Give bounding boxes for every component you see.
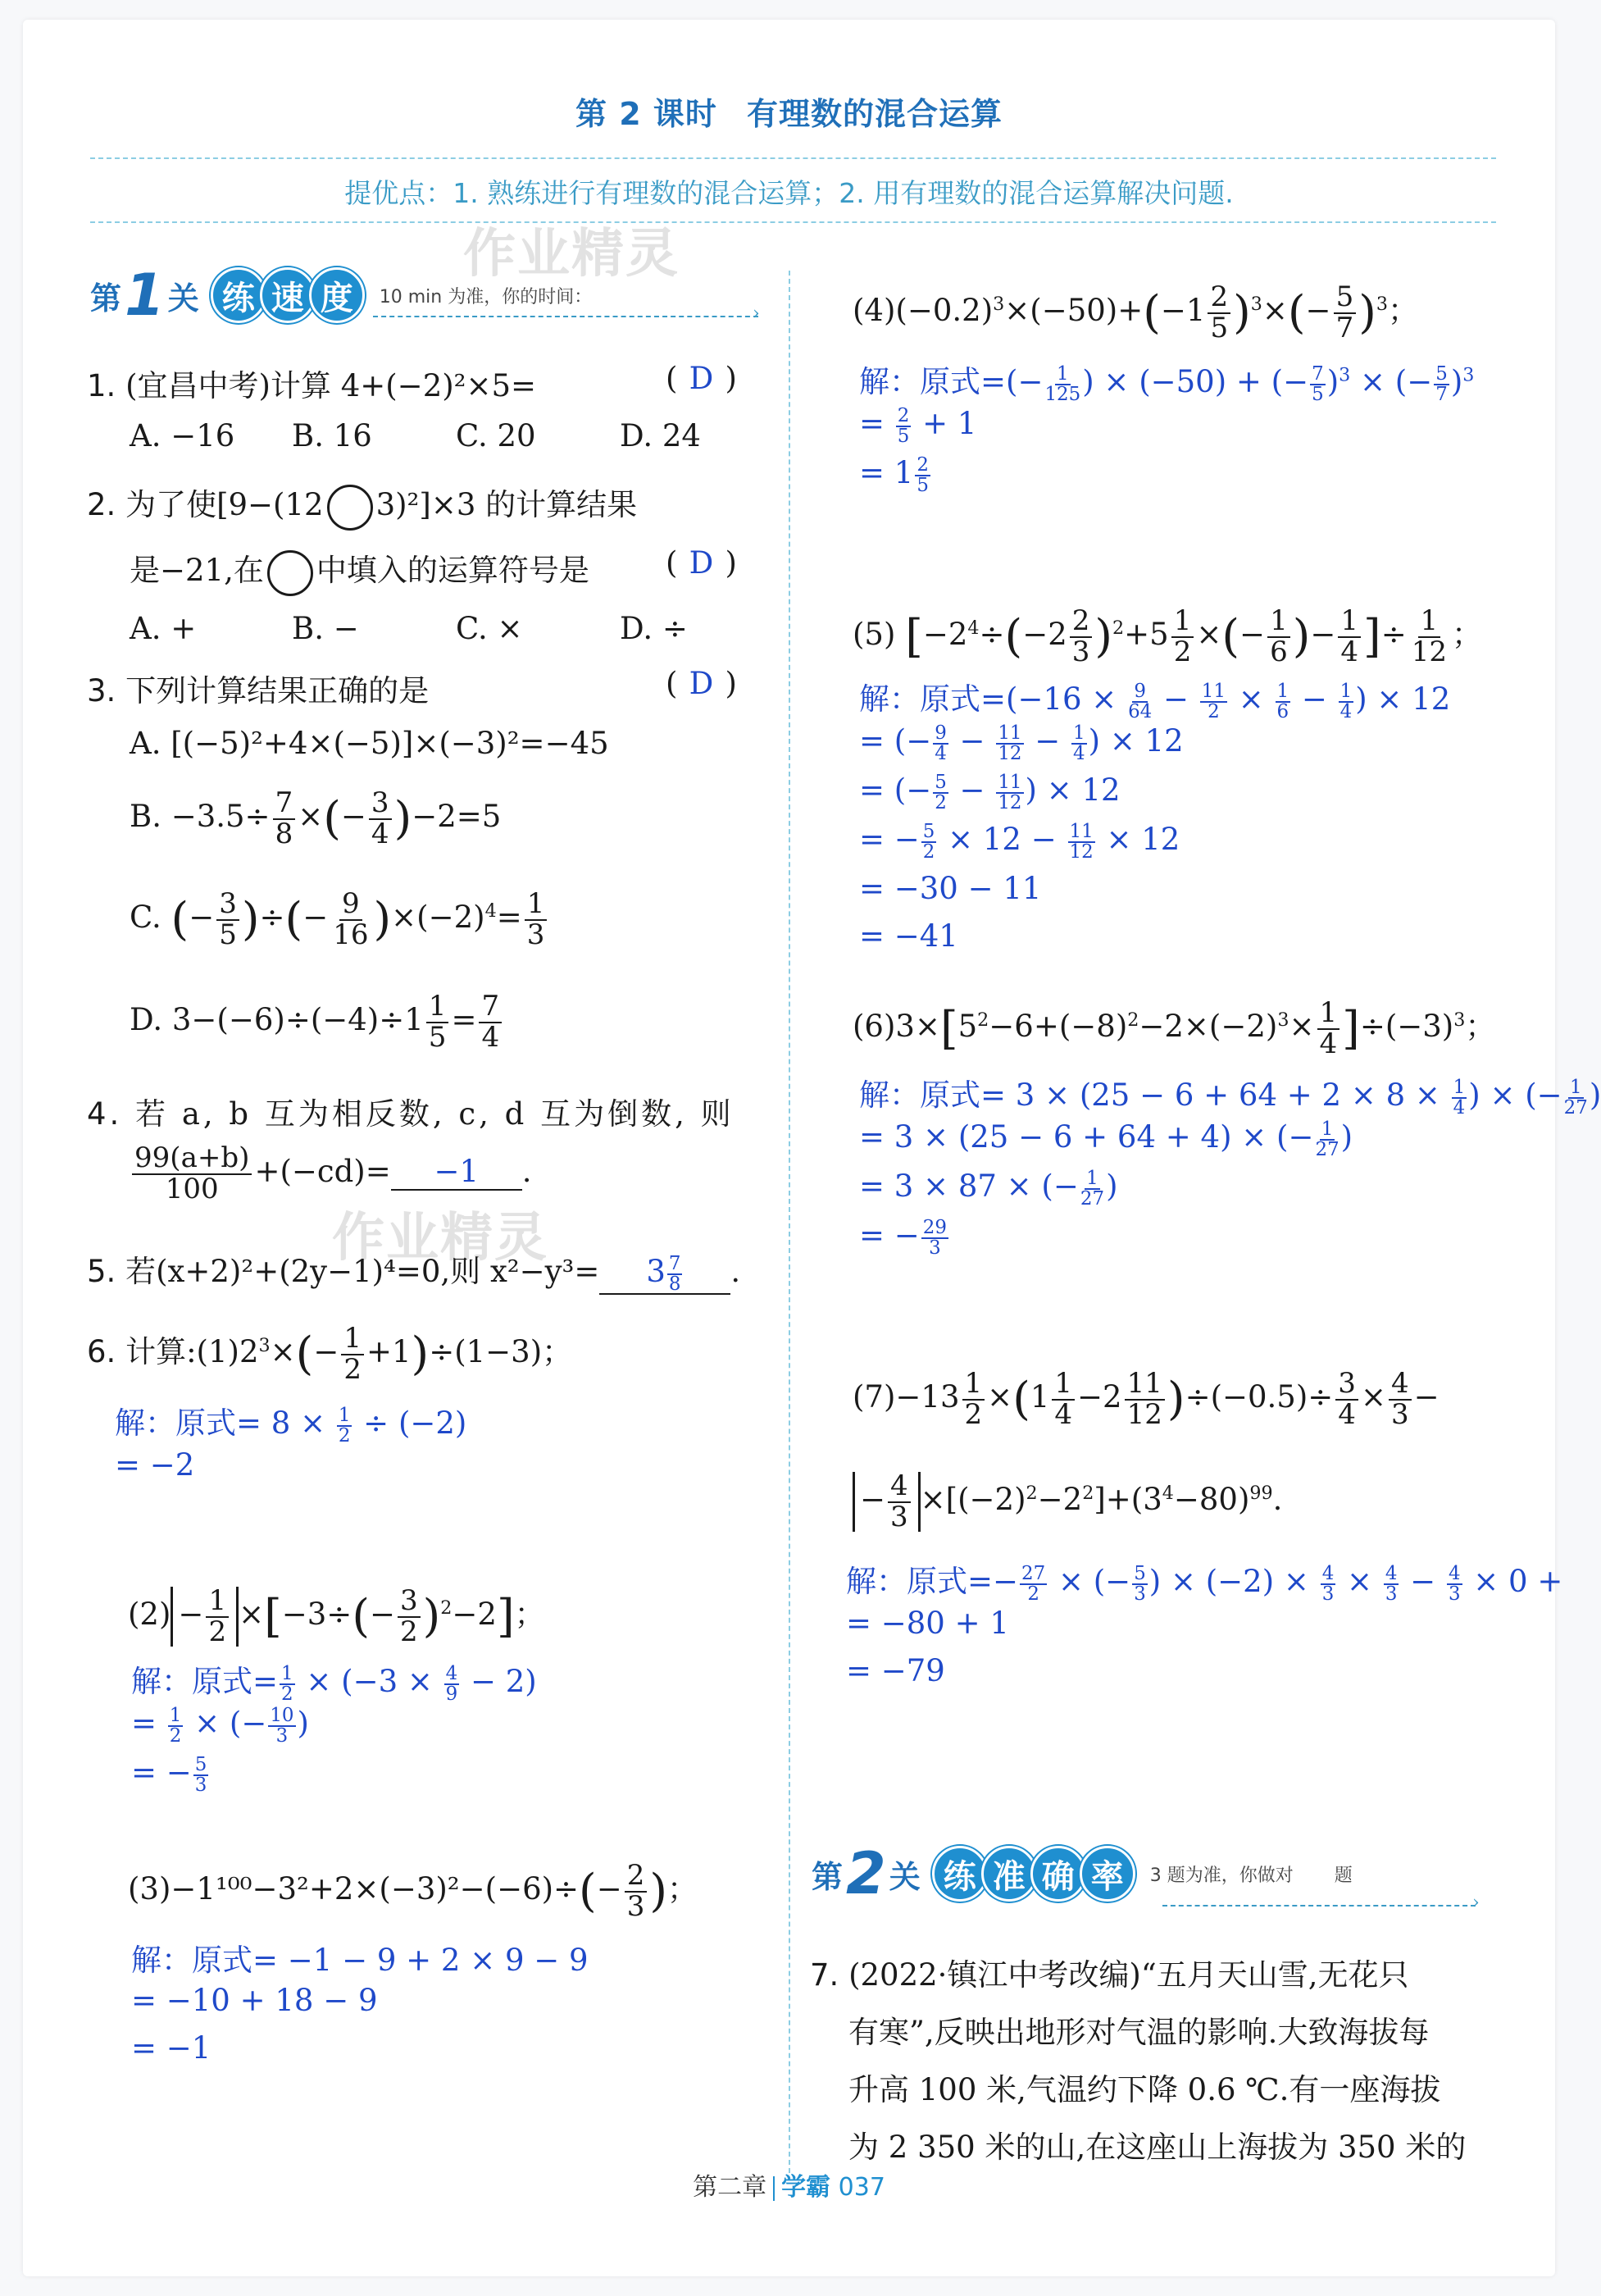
q6-part-6: $(6)3\times[5^2-6+(-8)^2-2\times(-2)^3\times$ $\frac{1}{4}$ ]$\div(-3)^3$； xyxy=(853,996,1496,1060)
q6-2-solution-line3: = − $\frac{5}{3}$ xyxy=(131,1753,207,1796)
q6-5-solution-line2: = (− $\frac{9}{4}$ − $\frac{11}{12}$ − $\frac{1}{4}$ ) × 12 xyxy=(859,722,1184,764)
question-7-line2: 有寒”,反映出地形对气温的影响.大致海拔每 xyxy=(848,2015,1430,2050)
q6-part-2: (2) − $\frac{1}{2}$ ×[−3÷(− $\frac{3}{2}$ )$^2$−2]； xyxy=(128,1584,545,1648)
q1-answer: ( D ) xyxy=(666,361,737,396)
q6-5-solution-line6: = −41 xyxy=(859,918,958,954)
q1-option-b: B. 16 xyxy=(292,418,372,453)
q3-option-c: C. (− $\frac{3}{5}$ )÷(− $\frac{9}{16}$ )$\times(-2)^4=$ $\frac{1}{3}$ xyxy=(130,890,549,950)
blank-circle xyxy=(327,485,373,531)
question-1: 1. (宜昌中考)计算 4+(−2)²×5= xyxy=(87,368,537,403)
page-footer: 第二章 学霸 037 xyxy=(693,2173,885,2202)
level-1-header: 第 1 关 练 速 度 10 min 为准，你的时间： xyxy=(90,262,593,329)
q3-option-b: B. −3.5÷ $\frac{7}{8}$ ×(− $\frac{3}{4}$ )−2=5 xyxy=(130,786,502,850)
lesson-title: 第 2 课时 有理数的混合运算 xyxy=(575,96,1003,132)
question-6: 6. 计算$:(1)2^3\times(-$ $\frac{1}{2}$ +1)÷(1−3)； xyxy=(87,1322,573,1386)
q6-1-solution-line2: = −2 xyxy=(115,1447,195,1483)
q2-option-d: D. ÷ xyxy=(620,611,688,646)
q6-3-solution-line2: = −10 + 18 − 9 xyxy=(131,1983,378,2018)
q6-part-7: (7)−13 $\frac{1}{2}$ ×(1 $\frac{1}{4}$ −2 $\frac{11}{12}$ )÷(−0.5)÷ $\frac{3}{4}$ × $\frac{4}{3}$ − xyxy=(853,1367,1440,1431)
question-5: 5. 若(x+2)²+(2y−1)⁴=0,则 x²−y³= 3 $\frac{7}{8}$ . xyxy=(87,1252,741,1295)
q6-4-solution-line3: = 1 $\frac{2}{5}$ xyxy=(859,453,929,496)
q3-option-a: A. [(−5)²+4×(−5)]×(−3)²=−45 xyxy=(130,726,609,761)
q6-6-solution-line1: 解：原式= 3 × (25 − 6 + 64 + 2 × 8 × $\frac{1}{4}$ ) × (− $\frac{1}{27}$ ) xyxy=(859,1076,1601,1118)
q6-6-solution-line2: = 3 × (25 − 6 + 64 + 4) × (− $\frac{1}{27}$ ) xyxy=(859,1118,1353,1160)
question-7-line3: 升高 100 米,气温约下降 0.6 ℃.有一座海拔 xyxy=(848,2072,1441,2107)
header-divider-bottom xyxy=(90,221,1496,223)
q2-option-b: B. − xyxy=(292,611,359,646)
q6-part-7-line2: − $\frac{4}{3}$ $\times[(-2)^2-2^2]+(3^4-80)^{99}$. xyxy=(853,1472,1282,1532)
q6-6-solution-line3: = 3 × 87 × (− $\frac{1}{27}$ ) xyxy=(859,1167,1118,1210)
level-2-badge: 练 准 确 率 xyxy=(932,1846,1129,1902)
q6-part-3: (3)−1¹⁰⁰−3²+2×(−3)²−(−6)÷(− $\frac{2}{3}$ )； xyxy=(128,1859,698,1923)
level-2-rule xyxy=(1162,1905,1476,1906)
question-3: 3. 下列计算结果正确的是 xyxy=(87,673,430,708)
key-points: 提优点：1. 熟练进行有理数的混合运算；2. 用有理数的混合运算解决问题. xyxy=(344,177,1234,209)
q6-7-solution-line3: = −79 xyxy=(846,1653,945,1688)
q6-7-solution-line2: = −80 + 1 xyxy=(846,1606,1009,1641)
q6-4-solution-line2: = $\frac{2}{5}$ + 1 xyxy=(859,404,977,447)
q6-2-solution-line1: 解：原式= $\frac{1}{2}$ × (−3 × $\frac{4}{9}$ − 2) xyxy=(131,1662,537,1705)
level-2-header: 第 2 关 练 准 确 率 3 题为准，你做对 题 xyxy=(812,1840,1353,1907)
q2-option-c: C. × xyxy=(456,611,523,646)
q6-3-solution-line1: 解：原式= −1 − 9 + 2 × 9 − 9 xyxy=(131,1943,589,1978)
question-7-line4: 为 2 350 米的山,在这座山上海拔为 350 米的 xyxy=(848,2130,1467,2165)
q6-part-4: $(4)(-0.2)^3\times(-50)+(-1$ $\frac{2}{5}$ )$^3$×(− $\frac{5}{7}$ )$^3$； xyxy=(853,280,1418,344)
header-divider-top xyxy=(90,157,1496,159)
q6-5-solution-line5: = −30 − 11 xyxy=(859,871,1042,906)
q6-5-solution-line1: 解：原式=(−16 × $\frac{9}{64}$ − $\frac{11}{2}$ × $\frac{1}{6}$ − $\frac{1}{4}$ ) × 12 xyxy=(859,680,1451,722)
question-4-expr: $\frac{99(a+b)}{100}$ +(−cd)= −1 . xyxy=(130,1144,532,1204)
q6-4-solution-line1: 解：原式=(− $\frac{1}{125}$ ) × (−50) + (− $\frac{7}{5}$ )$^3$ × (− $\frac{5}{7}$ )$^3$ xyxy=(859,362,1475,405)
q2-answer: ( D ) xyxy=(666,545,737,581)
question-7-line1: 7. (2022·镇江中考改编)“五月天山雪,无花只 xyxy=(810,1957,1409,1993)
watermark: 作业精灵 xyxy=(463,224,680,285)
q6-3-solution-line3: = −1 xyxy=(131,2030,211,2066)
level-1-timing: 10 min 为准，你的时间： xyxy=(379,286,593,308)
q6-part-5: (5) [$-2^4\div(-2$ $\frac{2}{3}$ )$^2$+5 $\frac{1}{2}$ ×(− $\frac{1}{6}$ )− $\frac{1}{4}$ ]÷ $\frac{1}{12}$ ； xyxy=(853,604,1483,668)
q6-5-solution-line3: = (− $\frac{5}{2}$ − $\frac{11}{12}$ ) × 12 xyxy=(859,771,1121,813)
q3-answer: ( D ) xyxy=(666,666,737,701)
q2-option-a: A. + xyxy=(130,611,197,646)
level-2-timing: 3 题为准，你做对 题 xyxy=(1149,1865,1353,1886)
question-2-line2: 是−21,在 中填入的运算符号是 xyxy=(130,545,589,596)
column-divider xyxy=(789,271,790,2173)
q6-6-solution-line4: = − $\frac{29}{3}$ xyxy=(859,1216,947,1259)
level-1-rule xyxy=(373,316,758,317)
watermark: 作业精灵 xyxy=(332,1208,548,1269)
arrow-icon: › xyxy=(1472,1893,1480,1913)
arrow-icon: › xyxy=(753,303,760,324)
blank-circle xyxy=(267,550,313,596)
q1-option-d: D. 24 xyxy=(620,418,701,453)
q6-1-solution-line1: 解：原式= 8 × $\frac{1}{2}$ ÷ (−2) xyxy=(115,1404,467,1446)
q6-5-solution-line4: = − $\frac{5}{2}$ × 12 − $\frac{11}{12}$ × 12 xyxy=(859,820,1180,863)
question-4: 4. 若 a, b 互为相反数, c, d 互为倒数, 则 xyxy=(87,1096,735,1132)
level-1-badge: 练 速 度 xyxy=(211,267,358,323)
q6-2-solution-line2: = $\frac{1}{2}$ × (− $\frac{10}{3}$ ) xyxy=(131,1704,309,1747)
q3-option-d: D. 3−(−6)÷(−4)÷1 $\frac{1}{5}$ = $\frac{7}{4}$ xyxy=(130,992,504,1052)
q1-option-a: A. −16 xyxy=(130,418,235,453)
question-2: 2. 为了使[9−(12 3)²]×3 的计算结果 xyxy=(87,480,637,531)
q1-option-c: C. 20 xyxy=(456,418,536,453)
q6-7-solution-line1: 解：原式=− $\frac{27}{2}$ × (− $\frac{5}{3}$ ) × (−2) × $\frac{4}{3}$ × $\frac{4}{3}$ − $\frac{4}{3}$ × 0 + xyxy=(846,1562,1563,1605)
